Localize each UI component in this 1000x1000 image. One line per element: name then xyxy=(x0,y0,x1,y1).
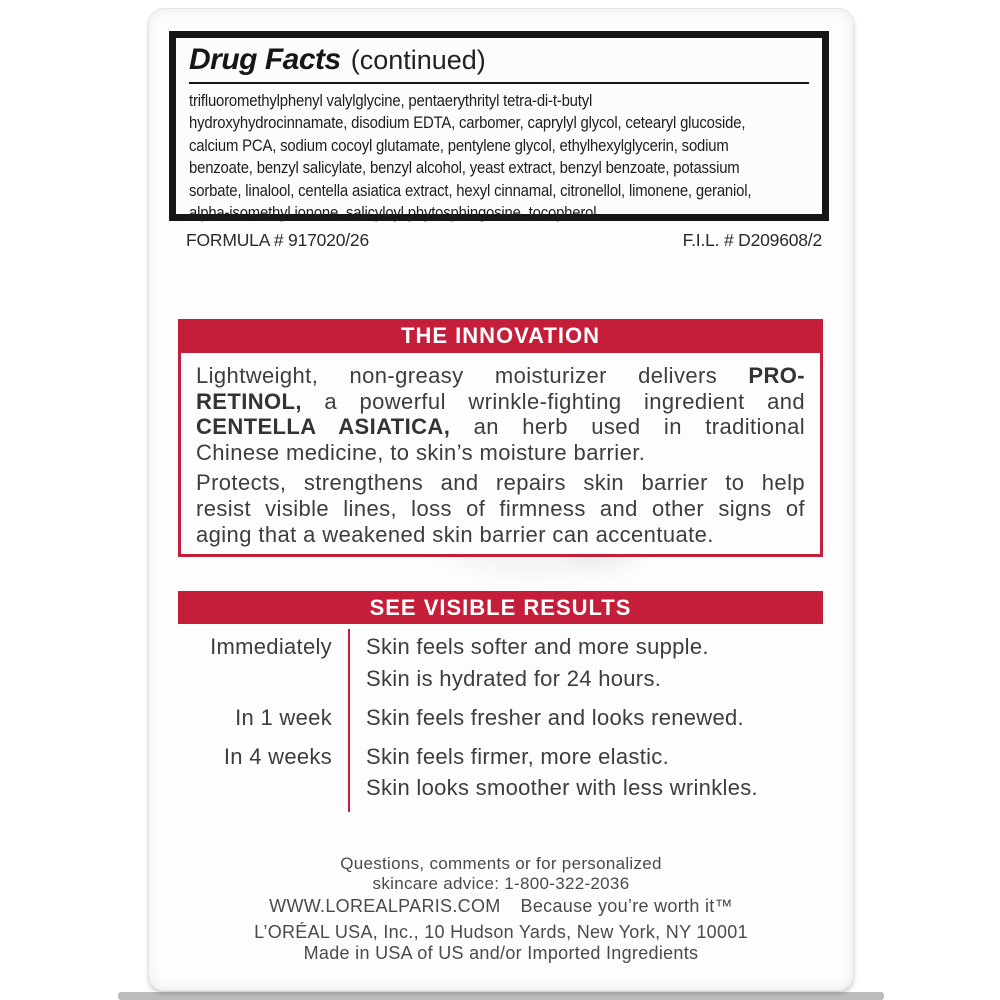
made-in-line: Made in USA of US and/or Imported Ingredients xyxy=(303,943,699,963)
website-url: WWW.LOREALPARIS.COM xyxy=(269,896,501,916)
centella-asiatica-bold: CENTELLA ASIATICA, xyxy=(196,414,451,440)
result-line: Skin feels fresher and looks renewed. xyxy=(366,705,744,730)
result-timeframe: In 1 week xyxy=(235,705,332,730)
address-block xyxy=(149,922,853,964)
result-description xyxy=(348,741,758,804)
ingredients-line: sorbate, linalool, centella asiatica extract, hexyl cinnamal, citronellol, limonene, geraniol, xyxy=(189,180,752,200)
ingredients-list xyxy=(189,90,816,224)
fil-number: F.I.L. # D209608/2 xyxy=(682,230,822,250)
table-row xyxy=(178,702,823,734)
result-line: Skin feels softer and more supple. xyxy=(366,634,709,659)
contact-block xyxy=(149,854,853,917)
innovation-text-line: resist visible lines, loss of firmness and other signs of xyxy=(196,495,805,521)
innovation-text-line: Chinese medicine, to skin’s moisture barrier. xyxy=(196,439,646,465)
result-timeframe: In 4 weeks xyxy=(223,743,332,769)
ingredients-line: hydroxyhydrocinnamate, disodium EDTA, carbomer, caprylyl glycol, cetearyl glucoside, xyxy=(189,113,746,133)
ingredients-line: calcium PCA, sodium cocoyl glutamate, pentylene glycol, ethylhexylglycerin, sodium xyxy=(189,135,729,155)
results-table xyxy=(178,626,823,816)
result-description xyxy=(348,631,709,694)
innovation-header-label: THE INNOVATION xyxy=(401,323,600,348)
results-header-banner xyxy=(178,591,823,624)
drug-facts-continued-label: (continued) xyxy=(350,45,486,75)
innovation-text-line: aging that a weakened skin barrier can accentuate. xyxy=(196,521,714,547)
innovation-text-line: Lightweight, non-greasy moisturizer delivers PRO- xyxy=(196,363,805,388)
innovation-body xyxy=(178,353,823,557)
drug-facts-box xyxy=(169,31,829,221)
brand-tagline: Because you’re worth it™ xyxy=(520,896,733,916)
innovation-paragraph-1 xyxy=(196,363,805,465)
innovation-text-line: Protects, strengthens and repairs skin barrier to help xyxy=(196,470,805,496)
result-line: Skin is hydrated for 24 hours. xyxy=(366,665,662,691)
drug-facts-title: Drug Facts xyxy=(189,43,341,76)
result-timeframe: Immediately xyxy=(210,634,332,659)
table-row xyxy=(178,741,823,804)
ingredients-line: benzoate, benzyl salicylate, benzyl alcohol, yeast extract, benzyl benzoate, potassium xyxy=(189,158,740,178)
company-address: L’ORÉAL USA, Inc., 10 Hudson Yards, New York, NY 10001 xyxy=(254,922,748,942)
innovation-header-banner xyxy=(178,319,823,353)
table-surface-strip xyxy=(118,992,884,1000)
drug-facts-title-row xyxy=(189,43,809,84)
result-description xyxy=(348,702,744,734)
ingredients-line: trifluoromethylphenyl valylglycine, pentaerythrityl tetra-di-t-butyl xyxy=(189,91,593,110)
innovation-text-line: CENTELLA ASIATICA, an herb used in traditional xyxy=(196,414,806,440)
website-row xyxy=(149,897,853,917)
formula-row xyxy=(186,230,822,251)
ingredients-line: alpha-isomethyl ionone, salicyloyl phytosphingosine, tocopherol xyxy=(189,203,597,223)
contact-line: Questions, comments or for personalized xyxy=(340,854,662,873)
results-column-divider xyxy=(348,629,350,812)
pro-retinol-bold: RETINOL, xyxy=(196,388,302,414)
product-box-back-panel xyxy=(148,8,854,991)
innovation-text-line: RETINOL, a powerful wrinkle-fighting ingredient and xyxy=(196,388,805,414)
innovation-paragraph-2 xyxy=(196,470,805,547)
result-line: Skin feels firmer, more elastic. xyxy=(366,743,670,769)
formula-number: FORMULA # 917020/26 xyxy=(186,230,369,250)
result-line: Skin looks smoother with less wrinkles. xyxy=(366,775,758,800)
table-row xyxy=(178,626,823,694)
pro-retinol-bold: PRO- xyxy=(748,363,805,388)
results-header-label: SEE VISIBLE RESULTS xyxy=(369,594,632,620)
contact-phone-line: skincare advice: 1-800-322-2036 xyxy=(372,873,630,893)
